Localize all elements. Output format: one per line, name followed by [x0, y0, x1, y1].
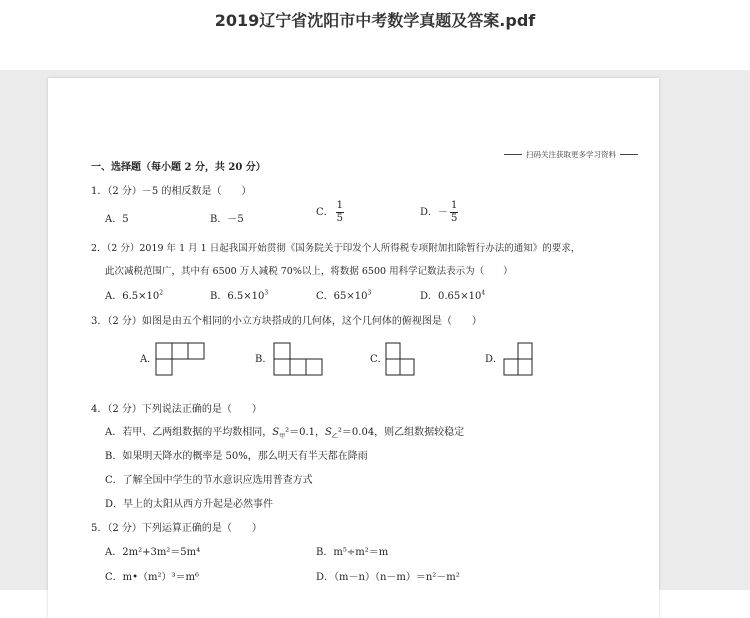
q4-option-a-pre: A．若甲、乙两组数据的平均数相同， — [105, 427, 273, 438]
q5-option-d: D．（m－n）（n－m）＝n²－m² — [316, 572, 460, 583]
variance-symbol: S — [272, 427, 280, 438]
question-4-stem: 4．（2 分）下列说法正确的是（ ） — [91, 404, 262, 415]
divider — [504, 154, 522, 155]
q4-option-a — [105, 423, 464, 440]
fraction — [450, 201, 458, 224]
divider — [620, 154, 638, 155]
q1-option-d — [420, 201, 458, 224]
q4-option-d: D．早上的太阳从西方升起是必然事件 — [105, 499, 274, 510]
q1-option-c-prefix: C． — [316, 207, 334, 218]
question-3-stem: 3．（2 分）如图是由五个相同的小立方块搭成的几何体，这个几何体的俯视图是（ ） — [91, 316, 482, 327]
q1-option-d-prefix: D．－ — [420, 207, 449, 218]
question-5-stem: 5．（2 分）下列运算正确的是（ ） — [91, 523, 262, 534]
fraction — [336, 201, 344, 224]
q5-option-a: A．2m²+3m²＝5m⁴ — [105, 547, 201, 558]
variance-subscript: 乙 — [331, 433, 338, 440]
q2-option-b-exponent: 3 — [264, 289, 269, 297]
question-2-line-2: 此次减税范围广，其中有 6500 万人减税 70%以上，将数据 6500 用科学记数法表示为（ ） — [105, 266, 513, 277]
title-bar — [0, 0, 750, 70]
q1-option-c — [316, 201, 344, 224]
numerator: 1 — [336, 200, 344, 211]
q2-option-c — [316, 287, 371, 302]
q2-option-c-exponent: 3 — [367, 289, 372, 297]
q2-option-d-exponent: 4 — [481, 289, 486, 297]
question-1-stem: 1．（2 分）－5 的相反数是（ ） — [91, 186, 252, 197]
q3-option-c-figure — [385, 342, 421, 376]
document-title: 2019辽宁省沈阳市中考数学真题及答案.pdf — [214, 11, 536, 30]
q3-option-c-label: C． — [370, 354, 388, 365]
header-note — [504, 149, 638, 160]
denominator: 5 — [336, 213, 344, 224]
q1-option-a: A．5 — [105, 214, 129, 225]
pdf-page — [48, 78, 659, 618]
q4-option-b: B．如果明天降水的概率是 50%，那么明天有半天都在降雨 — [105, 451, 368, 462]
q2-option-b-text: B．6.5×10 — [210, 291, 265, 302]
q3-option-a-figure — [155, 342, 207, 376]
q2-option-a-text: A．6.5×10 — [105, 291, 160, 302]
section-title: 一、选择题（每小题 2 分，共 20 分） — [91, 162, 266, 173]
q2-option-c-text: C．65×10 — [316, 291, 368, 302]
header-note-text: 扫码关注获取更多学习资料 — [526, 150, 616, 159]
q3-option-b-label: B． — [255, 354, 273, 365]
q3-option-d-figure — [503, 342, 539, 376]
q4-option-c: C．了解全国中学生的节水意识应选用普查方式 — [105, 475, 313, 486]
q2-option-b — [210, 287, 268, 302]
q2-option-a-exponent: 2 — [159, 289, 164, 297]
denominator: 5 — [451, 213, 458, 224]
q2-option-a — [105, 287, 163, 302]
variance-subscript: 甲 — [279, 433, 286, 440]
q5-option-b: B．m⁵÷m²＝m — [316, 547, 389, 558]
q2-option-d-text: D．0.65×10 — [420, 291, 482, 302]
numerator: 1 — [451, 200, 458, 211]
q3-option-d-label: D． — [485, 354, 504, 365]
q2-option-d — [420, 287, 485, 302]
q4-option-a-mid: ²＝0.1， — [285, 427, 326, 438]
q1-option-b: B．－5 — [210, 214, 244, 225]
q4-option-a-post: ²＝0.04，则乙组数据较稳定 — [337, 427, 465, 438]
question-2-line-1: 2．（2 分）2019 年 1 月 1 日起我国开始贯彻《国务院关于印发个人所得税专项附加扣除暂行办法的通知》的要求， — [91, 243, 581, 254]
variance-symbol: S — [325, 427, 332, 438]
q3-option-b-figure — [273, 342, 325, 376]
q3-option-a-label: A． — [140, 354, 158, 365]
q5-option-c: C．m•（m²）³＝m⁶ — [105, 572, 200, 583]
